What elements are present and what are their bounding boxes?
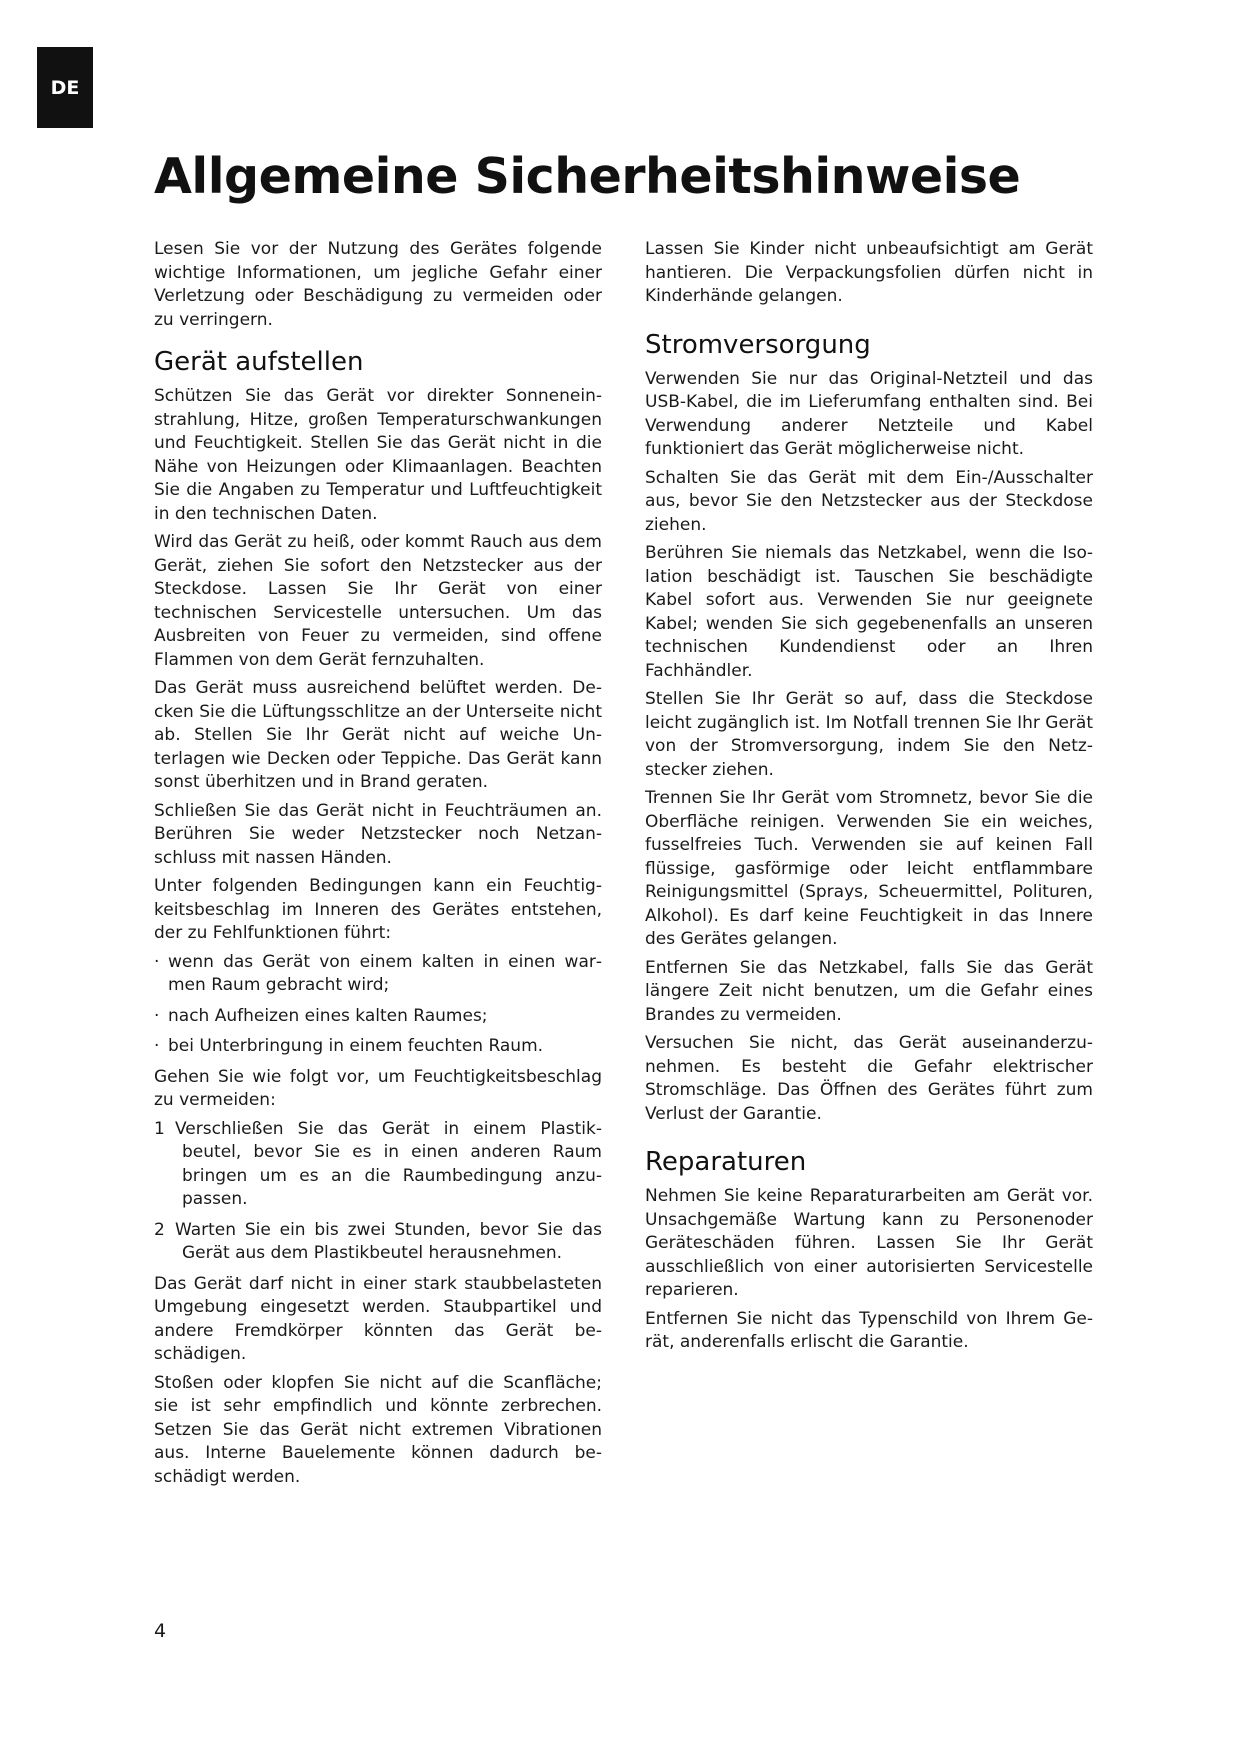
paragraph: Schließen Sie das Gerät nicht in Feuchträumen an. Berühren Sie weder Netzstecker noch Netzanschluss mit nassen Händen. [154,800,602,868]
step-text: Verschließen Sie das Gerät in einem Plastikbeutel, bevor Sie es in einen anderen Raum bringen um es an die Raumbedingung anzupassen. [175,1118,602,1209]
list-item-text: nach Aufheizen eines kalten Raumes; [168,1005,488,1026]
paragraph: Versuchen Sie nicht, das Gerät auseinanderzunehmen. Es besteht die Gefahr elektrischer Stromschläge. Das Öffnen des Gerätes führt zum Verlust der Garantie. [645,1033,1093,1124]
step-item [154,1219,602,1266]
paragraph: Das Gerät muss ausreichend belüftet werden. Decken Sie die Lüftungsschlitze an der Unterseite nicht ab. Stellen Sie Ihr Gerät nicht auf weiche Unterlagen wie Decken oder Teppiche. Das Gerät kann sonst überhitzen und in Brand geraten. [154,678,602,792]
step-number: 1 [154,1118,165,1139]
step-text: Warten Sie ein bis zwei Stunden, bevor Sie das Gerät aus dem Plastikbeutel herausnehmen. [175,1219,602,1263]
paragraph: Gehen Sie wie folgt vor, um Feuchtigkeitsbeschlag zu vermeiden: [154,1066,602,1110]
section-heading-setup: Gerät aufstellen [154,347,364,377]
paragraph: Entfernen Sie das Netzkabel, falls Sie das Gerät längere Zeit nicht benutzen, um die Gefahr eines Brandes zu vermeiden. [645,957,1093,1025]
list-item-text: wenn das Gerät von einem kalten in einen warmen Raum gebracht wird; [168,951,602,995]
paragraph: Schalten Sie das Gerät mit dem Ein-/Ausschalter aus, bevor Sie den Netzstecker aus der Steckdose ziehen. [645,467,1093,535]
paragraph: Trennen Sie Ihr Gerät vom Stromnetz, bevor Sie die Oberfläche reinigen. Verwenden Sie ein weiches, fusselfreies Tuch. Verwenden sie auf keinen Fall flüssige, gasförmige oder leicht entflammbare Reinigungsmittel (Sprays, Scheuermittel, Polituren, Alkohol). Es darf keine Feuchtigkeit in das Innere des Gerätes gelangen. [645,788,1093,949]
page-number: 4 [154,1620,167,1642]
paragraph: Berühren Sie niemals das Netzkabel, wenn die Isolation beschädigt ist. Tauschen Sie beschädigte Kabel sofort aus. Verwenden Sie nur geeignete Kabel; wenden Sie sich gegebenenfalls an unseren technischen Kundendienst oder an Ihren Fachhändler. [645,543,1093,681]
paragraph: Das Gerät darf nicht in einer stark staubbelasteten Umgebung eingesetzt werden. Staubpartikel und andere Fremdkörper könnten das Gerät beschädigen. [154,1273,602,1364]
paragraph: Wird das Gerät zu heiß, oder kommt Rauch aus dem Gerät, ziehen Sie sofort den Netzstecker aus der Steckdose. Lassen Sie Ihr Gerät von einer technischen Servicestelle untersuchen. Um das Ausbreiten von Feuer zu vermeiden, sind offene Flammen von dem Gerät fernzuhalten. [154,532,602,670]
steps-list [154,1118,602,1266]
condition-list [154,951,602,1059]
paragraph: Verwenden Sie nur das Original-Netzteil und das USB-Kabel, die im Lieferumfang enthalten sind. Bei Verwendung anderer Netzteile und Kabel funktioniert das Gerät möglicherweise nicht. [645,368,1093,459]
step-number: 2 [154,1219,165,1240]
section-heading-power: Stromversorgung [645,329,871,360]
step-item [154,1118,602,1212]
list-item [154,1035,602,1059]
intro-paragraph: Lesen Sie vor der Nutzung des Gerätes folgende wichtige Informationen, um jegliche Gefahr einer Verletzung oder Beschädigung zu vermeiden oder zu verringern. [154,239,602,330]
paragraph: Stellen Sie Ihr Gerät so auf, dass die Steckdose leicht zugänglich ist. Im Notfall trennen Sie Ihr Gerät von der Stromversorgung, indem Sie den Netzstecker ziehen. [645,689,1093,780]
paragraph: Entfernen Sie nicht das Typenschild von Ihrem Gerät, anderenfalls erlischt die Garantie. [645,1308,1093,1352]
bullet-marker: · [154,951,160,972]
list-item [154,951,602,998]
right-column [645,238,1093,1360]
paragraph: Unter folgenden Bedingungen kann ein Feuchtigkeitsbeschlag im Inneren des Gerätes entstehen, der zu Fehlfunktionen führt: [154,876,602,943]
section-heading-repairs: Reparaturen [645,1147,807,1177]
paragraph: Stoßen oder klopfen Sie nicht auf die Scanfläche; sie ist sehr empfindlich und könnte zerbrechen. Setzen Sie das Gerät nicht extremen Vibrationen aus. Interne Bauelemente können dadurch beschädigt werden. [154,1372,602,1487]
page-title: Allgemeine Sicherheitshinweise [154,148,1021,205]
left-column [154,238,602,1494]
intro-paragraph: Lassen Sie Kinder nicht unbeaufsichtigt am Gerät hantieren. Die Verpackungsfolien dürfen nicht in Kinderhände gelangen. [645,239,1093,306]
paragraph: Nehmen Sie keine Reparaturarbeiten am Gerät vor. Unsachgemäße Wartung kann zu Personenoder Geräteschäden führen. Lassen Sie Ihr Gerät ausschließlich von einer autorisierten Servicestelle reparieren. [645,1186,1093,1300]
language-tab: DE [37,47,93,128]
bullet-marker: · [154,1036,160,1056]
list-item [154,1005,602,1029]
list-item-text: bei Unterbringung in einem feuchten Raum. [168,1036,544,1056]
bullet-marker: · [154,1005,160,1026]
paragraph: Schützen Sie das Gerät vor direkter Sonneneinstrahlung, Hitze, großen Temperaturschwankungen und Feuchtigkeit. Stellen Sie das Gerät nicht in die Nähe von Heizungen oder Klimaanlagen. Beachten Sie die Angaben zu Temperatur und Luftfeuchtigkeit in den technischen Daten. [154,386,602,524]
